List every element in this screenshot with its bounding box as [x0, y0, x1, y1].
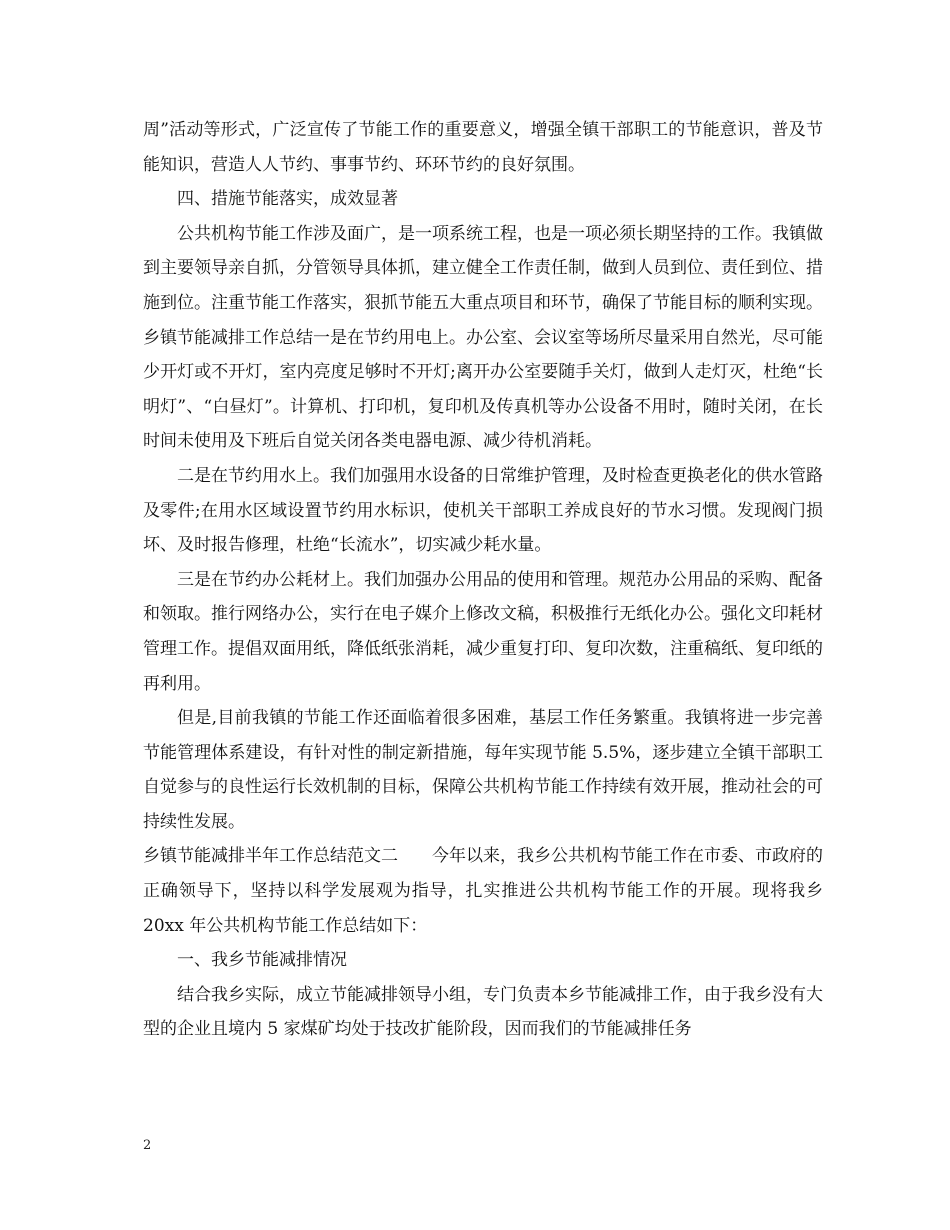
- document-body: [143, 113, 823, 1047]
- paragraph-office-supplies: 三是在节约办公耗材上。我们加强办公用品的使用和管理。规范办公用品的采购、配备和领取。推行网络办公，实行在电子媒介上修改文稿，积极推行无纸化办公。强化文印耗材管理工作。提倡双面用纸，降低纸张消耗，减少重复打印、复印次数，注重稿纸、复印纸的再利用。: [143, 569, 823, 694]
- section-heading-one: 一、我乡节能减排情况: [177, 950, 347, 971]
- page-number: 2: [143, 1138, 152, 1153]
- paragraph-local-situation: 结合我乡实际，成立节能减排领导小组，专门负责本乡节能减排工作，由于我乡没有大型的企业且境内 5 家煤矿均处于技改扩能阶段，因而我们的节能减排任务: [143, 984, 823, 1040]
- paragraph-difficulties: 但是,目前我镇的节能工作还面临着很多困难，基层工作任务繁重。我镇将进一步完善节能管理体系建设，有针对性的制定新措施，每年实现节能 5.5%，逐步建立全镇干部职工自觉参与的良性运行长效机制的目标，保障公共机构节能工作持续有效开展，推动社会的可持续性发展。: [143, 708, 823, 832]
- paragraph-sample-two: 乡镇节能减排半年工作总结范文二 今年以来，我乡公共机构节能工作在市委、市政府的正确领导下，坚持以科学发展观为指导，扎实推进公共机构节能工作的开展。现将我乡 20xx 年公共机构节能工作总结如下：: [143, 846, 823, 936]
- paragraph-public-institution: 公共机构节能工作涉及面广，是一项系统工程，也是一项必须长期坚持的工作。我镇做到主要领导亲自抓，分管领导具体抓，建立健全工作责任制，做到人员到位、责任到位、措施到位。注重节能工作落实，狠抓节能五大重点项目和环节，确保了节能目标的顺利实现。乡镇节能减排工作总结一是在节约用电上。办公室、会议室等场所尽量采用自然光，尽可能少开灯或不开灯，室内亮度足够时不开灯;离开办公室要随手关灯，做到人走灯灭，杜绝“长明灯”、“白昼灯”。计算机、打印机，复印机及传真机等办公设备不用时，随时关闭，在长时间未使用及下班后自觉关闭各类电器电源、减少待机消耗。: [143, 223, 823, 452]
- paragraph-continuation: 周”活动等形式，广泛宣传了节能工作的重要意义，增强全镇干部职工的节能意识，普及节能知识，营造人人节约、事事节约、环环节约的良好氛围。: [143, 120, 823, 175]
- paragraph-water-saving: 二是在节约用水上。我们加强用水设备的日常维护管理，及时检查更换老化的供水管路及零件;在用水区域设置节约用水标识，使机关干部职工养成良好的节水习惯。发现阀门损坏、及时报告修理，杜绝“长流水”，切实减少耗水量。: [143, 465, 823, 556]
- section-heading-four: 四、措施节能落实，成效显著: [177, 189, 398, 210]
